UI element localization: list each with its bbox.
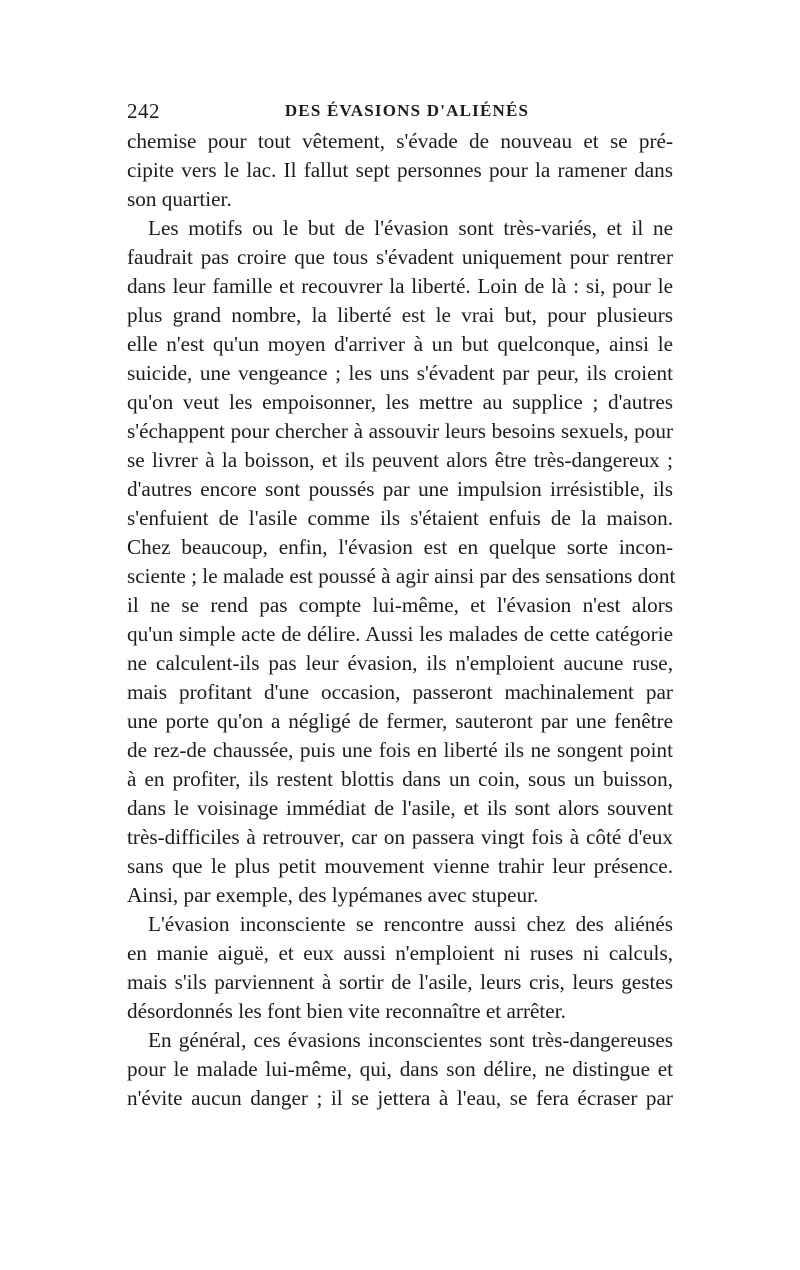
text-line: dans leur famille et recouvrer la liberté. Loin de là : si, pour le (127, 274, 673, 298)
running-head: DES ÉVASIONS D'ALIÉNÉS (284, 101, 530, 120)
text-line: son quartier. (127, 187, 232, 211)
text-line: sciente ; le malade est poussé à agir ainsi par des sensations dont (127, 564, 676, 588)
text-line: très-difficiles à retrouver, car on passera vingt fois à côté d'eux (127, 825, 673, 849)
body-text (127, 127, 676, 1113)
text-line: dans le voisinage immédiat de l'asile, et ils sont alors souvent (127, 796, 673, 820)
paragraph-2 (127, 214, 676, 910)
text-line: faudrait pas croire que tous s'évadent uniquement pour rentrer (127, 245, 673, 269)
text-line: ne calculent-ils pas leur évasion, ils n'emploient aucune ruse, (127, 651, 673, 675)
text-line: Ainsi, par exemple, des lypémanes avec stupeur. (127, 883, 539, 907)
text-line: d'autres encore sont poussés par une impulsion irrésistible, ils (127, 477, 673, 501)
text-line: sans que le plus petit mouvement vienne trahir leur présence. (127, 854, 673, 878)
text-line: n'évite aucun danger ; il se jettera à l'eau, se fera écraser par (127, 1086, 673, 1110)
text-line: pour le malade lui-même, qui, dans son délire, ne distingue et (127, 1057, 673, 1081)
text-line: En général, ces évasions inconscientes sont très-dangereuses (148, 1028, 673, 1052)
text-line: se livrer à la boisson, et ils peuvent alors être très-dangereux ; (127, 448, 673, 472)
text-line: Les motifs ou le but de l'évasion sont très-variés, et il ne (148, 216, 673, 240)
text-line: désordonnés les font bien vite reconnaître et arrêter. (127, 999, 566, 1023)
text-line: en manie aiguë, et eux aussi n'emploient ni ruses ni calculs, (127, 941, 673, 965)
page-number: 242 (127, 99, 160, 123)
text-line: qu'on veut les empoisonner, les mettre au supplice ; d'autres (127, 390, 673, 414)
text-line: s'enfuient de l'asile comme ils s'étaient enfuis de la maison. (127, 506, 673, 530)
text-line: mais profitant d'une occasion, passeront machinalement par (127, 680, 673, 704)
text-line: qu'un simple acte de délire. Aussi les malades de cette catégorie (127, 622, 673, 646)
page-header (127, 96, 673, 126)
text-line: une porte qu'on a négligé de fermer, sauteront par une fenêtre (127, 709, 673, 733)
text-line: suicide, une vengeance ; les uns s'évadent par peur, ils croient (127, 361, 673, 385)
text-line: Chez beaucoup, enfin, l'évasion est en quelque sorte incon- (127, 535, 673, 559)
paragraph-4 (127, 1026, 673, 1113)
text-line: elle n'est qu'un moyen d'arriver à un but quelconque, ainsi le (127, 332, 673, 356)
text-line: de rez-de chaussée, puis une fois en liberté ils ne songent point (127, 738, 673, 762)
text-line: mais s'ils parviennent à sortir de l'asile, leurs cris, leurs gestes (127, 970, 673, 994)
text-line: s'échappent pour chercher à assouvir leurs besoins sexuels, pour (127, 419, 673, 443)
text-line: à en profiter, ils restent blottis dans un coin, sous un buisson, (127, 767, 673, 791)
text-line: il ne se rend pas compte lui-même, et l'évasion n'est alors (127, 593, 673, 617)
text-line: L'évasion inconsciente se rencontre aussi chez des aliénés (148, 912, 673, 936)
paragraph-3 (127, 910, 673, 1026)
text-line: cipite vers le lac. Il fallut sept personnes pour la ramener dans (127, 158, 673, 182)
paragraph-1 (127, 127, 673, 214)
text-line: plus grand nombre, la liberté est le vrai but, pour plusieurs (127, 303, 673, 327)
text-line: chemise pour tout vêtement, s'évade de nouveau et se pré- (127, 129, 673, 153)
